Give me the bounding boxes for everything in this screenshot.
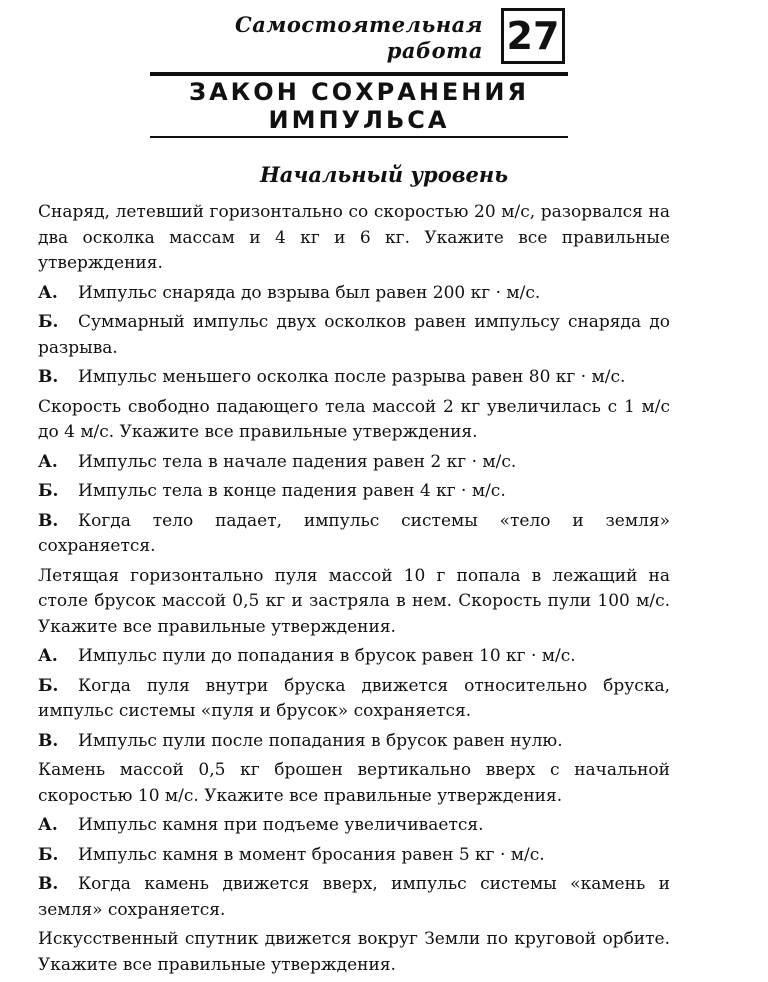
question-text: Искусственный спутник движется вокруг Земли по круговой орбите. Укажите все правильные утверждения. bbox=[38, 929, 670, 975]
option-letter: А. bbox=[38, 282, 58, 303]
option-a bbox=[38, 450, 670, 476]
option-letter: Б. bbox=[38, 675, 59, 696]
option-b bbox=[38, 674, 670, 725]
option-b bbox=[38, 843, 670, 869]
option-letter: А. bbox=[38, 815, 58, 835]
questions-list bbox=[38, 200, 670, 982]
topic-title-line2: ИМПУЛЬСА bbox=[268, 106, 450, 134]
option-text: Когда тело падает, импульс системы «тело и земля» сохраняется. bbox=[38, 510, 670, 556]
option-v bbox=[38, 872, 670, 923]
option-text: Импульс камня в момент бросания равен 5 кг · м/с. bbox=[78, 844, 545, 865]
question-3 bbox=[38, 564, 670, 755]
topic-title bbox=[150, 78, 568, 134]
option-b bbox=[38, 310, 670, 361]
option-text: Суммарный импульс двух осколков равен импульсу снаряда до разрыва. bbox=[38, 312, 670, 358]
question-2 bbox=[38, 395, 670, 560]
question-1 bbox=[38, 200, 670, 391]
option-letter: В. bbox=[38, 510, 59, 531]
question-text: Скорость свободно падающего тела массой 2 кг увеличилась с 1 м/с до 4 м/с. Укажите все правильные утверждения. bbox=[38, 396, 670, 442]
level-title: Начальный уровень bbox=[259, 162, 509, 187]
option-text: Импульс пули до попадания в брусок равен 10 кг · м/с. bbox=[78, 646, 576, 666]
option-text: Импульс снаряда до взрыва был равен 200 кг · м/с. bbox=[78, 282, 541, 303]
bottom-divider bbox=[150, 136, 568, 138]
work-header bbox=[235, 8, 565, 68]
option-v bbox=[38, 509, 670, 560]
question-text: Снаряд, летевший горизонтально со скоростью 20 м/с, разорвался на два осколка массам и 4 кг и 6 кг. Укажите все правильные утверждения. bbox=[38, 202, 670, 273]
work-number: 27 bbox=[506, 14, 560, 58]
option-a bbox=[38, 813, 670, 839]
option-a bbox=[38, 644, 670, 670]
option-text: Импульс меньшего осколка после разрыва равен 80 кг · м/с. bbox=[78, 367, 626, 387]
option-text: Импульс тела в конце падения равен 4 кг · м/с. bbox=[78, 481, 506, 501]
option-letter: Б. bbox=[38, 312, 59, 332]
option-text: Импульс тела в начале падения равен 2 кг · м/с. bbox=[78, 451, 517, 472]
option-letter: Б. bbox=[38, 481, 59, 501]
option-text: Импульс пули после попадания в брусок равен нулю. bbox=[78, 730, 563, 751]
option-text: Импульс камня при подъеме увеличивается. bbox=[78, 815, 484, 835]
topic-title-line1: ЗАКОН СОХРАНЕНИЯ bbox=[189, 78, 529, 106]
option-v bbox=[38, 365, 670, 391]
option-letter: В. bbox=[38, 367, 59, 387]
option-text: Когда камень движется вверх, импульс системы «камень и земля» сохраняется. bbox=[38, 874, 670, 920]
option-letter: Б. bbox=[38, 844, 59, 865]
option-v bbox=[38, 729, 670, 755]
option-b bbox=[38, 479, 670, 505]
option-text: Когда пуля внутри бруска движется относительно бруска, импульс системы «пуля и брусок» сохраняется. bbox=[38, 675, 670, 721]
work-label-line1: Самостоятельная bbox=[235, 12, 483, 37]
option-letter: В. bbox=[38, 874, 59, 894]
question-text: Летящая горизонтально пуля массой 10 г попала в лежащий на столе брусок массой 0,5 кг и застряла в нем. Скорость пули 100 м/с. Укажите все правильные утверждения. bbox=[38, 565, 670, 637]
question-4 bbox=[38, 758, 670, 923]
work-label bbox=[235, 12, 483, 64]
option-letter: А. bbox=[38, 451, 58, 472]
work-number-box bbox=[501, 8, 565, 64]
option-a bbox=[38, 281, 670, 307]
question-text: Камень массой 0,5 кг брошен вертикально вверх с начальной скоростью 10 м/с. Укажите все правильные утверждения. bbox=[38, 760, 670, 806]
work-label-line2: работа bbox=[386, 38, 483, 63]
question-5 bbox=[38, 927, 670, 978]
option-letter: А. bbox=[38, 646, 58, 666]
top-divider bbox=[150, 72, 568, 76]
option-letter: В. bbox=[38, 730, 59, 751]
